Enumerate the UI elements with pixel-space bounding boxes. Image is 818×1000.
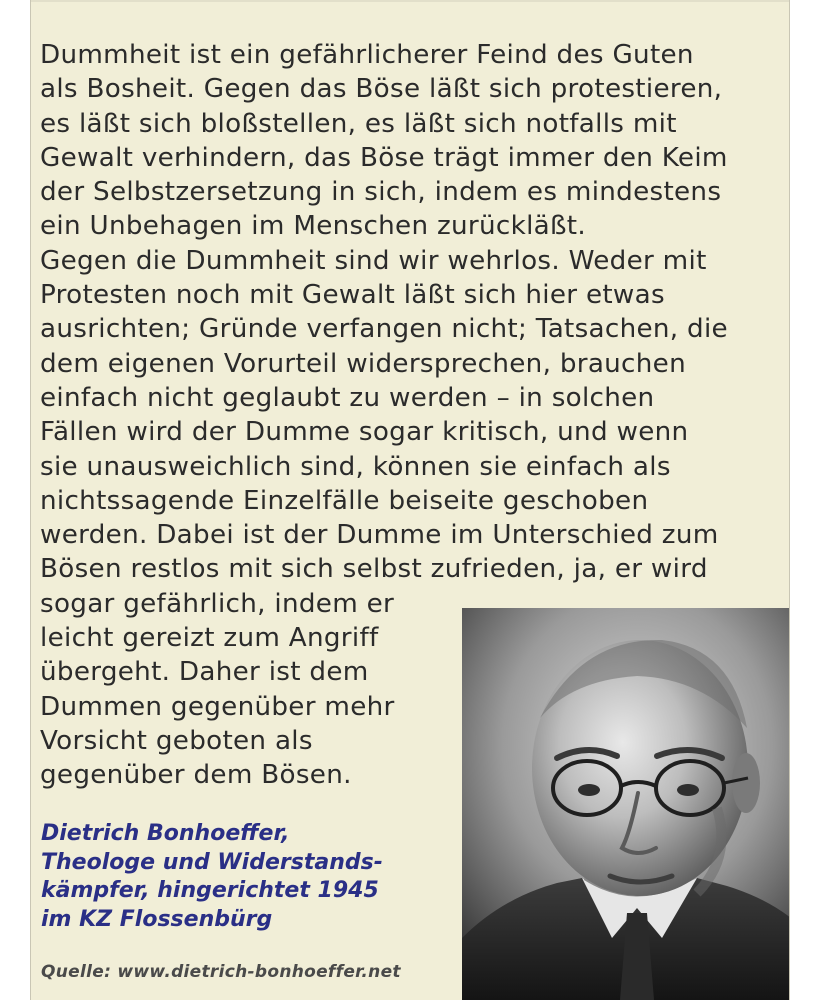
quote-line: sogar gefährlich, indem er [40, 588, 395, 619]
quote-card [30, 0, 790, 1000]
quote-line: es läßt sich bloßstellen, es läßt sich notfalls mit [40, 108, 677, 139]
quote-line: Fällen wird der Dumme sogar kritisch, und wenn [40, 417, 689, 448]
attribution-line: Dietrich Bonhoeffer, [41, 821, 290, 846]
portrait-illustration [462, 608, 790, 1000]
quote-line: nichtssagende Einzelfälle beiseite geschoben [40, 485, 649, 516]
quote-line: ausrichten; Gründe verfangen nicht; Tatsachen, die [40, 314, 728, 345]
quote-line: dem eigenen Vorurteil widersprechen, brauchen [40, 348, 686, 379]
quote-line: Gegen die Dummheit sind wir wehrlos. Weder mit [40, 245, 707, 276]
quote-line: gegenüber dem Bösen. [40, 760, 352, 791]
source-link: Quelle: www.dietrich-bonhoeffer.net [41, 962, 401, 982]
quote-line: der Selbstzersetzung in sich, indem es mindestens [40, 177, 722, 208]
quote-line: ein Unbehagen im Menschen zurückläßt. [40, 211, 586, 242]
portrait-photo [462, 608, 790, 1000]
quote-line: Bösen restlos mit sich selbst zufrieden, ja, er wird [40, 554, 708, 585]
attribution-line: Theologe und Widerstands- [41, 849, 383, 875]
quote-line: Dummheit ist ein gefährlicherer Feind des Guten [40, 40, 694, 70]
quote-line: übergeht. Daher ist dem [40, 657, 369, 688]
quote-line: Dummen gegenüber mehr [40, 691, 395, 722]
quote-line: als Bosheit. Gegen das Böse läßt sich protestieren, [40, 74, 723, 105]
quote-line: werden. Dabei ist der Dumme im Unterschied zum [40, 520, 719, 551]
quote-line: Vorsicht geboten als [40, 725, 313, 756]
attribution [41, 820, 383, 934]
quote-line: einfach nicht geglaubt zu werden – in solchen [40, 382, 655, 413]
attribution-line: kämpfer, hingerichtet 1945 [41, 878, 379, 903]
top-divider [31, 0, 789, 2]
quote-line: Gewalt verhindern, das Böse trägt immer den Keim [40, 142, 728, 173]
quote-line: Protesten noch mit Gewalt läßt sich hier etwas [40, 280, 665, 311]
quote-line: sie unausweichlich sind, können sie einfach als [40, 451, 671, 482]
quote-line: leicht gereizt zum Angriff [40, 623, 379, 654]
attribution-line: im KZ Flossenbürg [41, 906, 273, 932]
